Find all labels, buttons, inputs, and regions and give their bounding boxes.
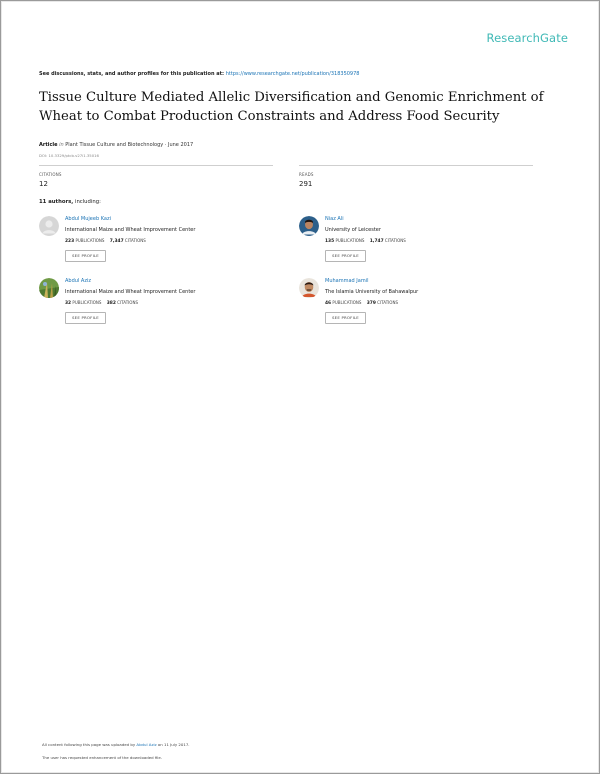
- authors-heading: [39, 199, 101, 205]
- author-name-link[interactable]: Niaz Ali: [325, 216, 344, 222]
- author-name-link[interactable]: Muhammad Jamil: [325, 278, 369, 284]
- researchgate-logo[interactable]: ResearchGate: [486, 31, 568, 45]
- see-profile-button[interactable]: SEE PROFILE: [325, 250, 366, 262]
- author-publications-label: PUBLICATIONS: [75, 238, 105, 243]
- paper-title: [39, 88, 569, 126]
- author-institution: International Maize and Wheat Improvement Center: [65, 289, 196, 295]
- author-citations-label: CITATIONS: [384, 238, 406, 243]
- see-profile-button[interactable]: SEE PROFILE: [65, 250, 106, 262]
- author-citations-count: 382: [106, 301, 116, 306]
- author-publications-count: 223: [65, 239, 75, 244]
- citations-label: CITATIONS: [39, 172, 62, 177]
- citations-value: 12: [39, 180, 48, 188]
- author-card: [39, 278, 269, 338]
- publication-url-link[interactable]: https://www.researchgate.net/publication/318350978: [225, 71, 360, 77]
- author-card: [39, 216, 269, 276]
- author-name-link[interactable]: Abdul Aziz: [65, 278, 91, 284]
- divider-left: [39, 165, 273, 166]
- upload-note: [42, 742, 190, 747]
- paper-in-word: in: [59, 142, 64, 148]
- author-publications-label: PUBLICATIONS: [332, 300, 362, 305]
- author-institution: The Islamia University of Bahawalpur: [325, 289, 419, 295]
- upload-note-suffix: on 11 July 2017.: [157, 742, 190, 747]
- author-photo-avatar[interactable]: [39, 278, 59, 298]
- see-profile-button[interactable]: SEE PROFILE: [65, 312, 106, 324]
- author-photo-avatar[interactable]: [299, 216, 319, 236]
- enhancement-note: The user has requested enhancement of the downloaded file.: [42, 755, 163, 760]
- author-citations-count: 7,347: [109, 239, 124, 244]
- author-citations-label: CITATIONS: [117, 300, 138, 305]
- author-stats: [325, 238, 406, 244]
- author-photo-avatar[interactable]: [299, 278, 319, 298]
- author-publications-label: PUBLICATIONS: [335, 238, 365, 243]
- author-stats: [65, 238, 146, 244]
- paper-title-line-2: Wheat to Combat Production Constraints and Address Food Security: [39, 109, 500, 124]
- header-note: [39, 71, 359, 77]
- divider-right: [299, 165, 533, 166]
- uploader-link[interactable]: Abdul Aziz: [136, 742, 157, 747]
- see-profile-button[interactable]: SEE PROFILE: [325, 312, 366, 324]
- author-name-link[interactable]: Abdul Mujeeb Kazi: [65, 216, 111, 222]
- author-citations-count: 379: [366, 301, 376, 306]
- author-citations-count: 1,747: [369, 239, 384, 244]
- header-note-text: See discussions, stats, and author profiles for this publication at:: [39, 71, 225, 77]
- author-publications-label: PUBLICATIONS: [72, 300, 102, 305]
- paper-type: Article: [39, 142, 58, 148]
- default-avatar-icon[interactable]: [39, 216, 59, 236]
- author-stats: [325, 300, 398, 306]
- paper-meta: [39, 142, 193, 148]
- paper-title-line-1: Tissue Culture Mediated Allelic Diversification and Genomic Enrichment of: [39, 90, 544, 105]
- author-stats: [65, 300, 138, 306]
- author-institution: University of Leicester: [325, 227, 381, 233]
- author-publications-count: 32: [65, 301, 72, 306]
- author-citations-label: CITATIONS: [377, 300, 398, 305]
- author-institution: International Maize and Wheat Improvement Center: [65, 227, 196, 233]
- paper-venue: Plant Tissue Culture and Biotechnology · June 2017: [65, 142, 194, 148]
- authors-count: 11 authors,: [39, 199, 74, 205]
- author-publications-count: 135: [325, 239, 335, 244]
- upload-note-prefix: All content following this page was uploaded by: [42, 742, 136, 747]
- author-card: [299, 216, 529, 276]
- authors-heading-suffix: including:: [74, 199, 101, 205]
- author-card: [299, 278, 529, 338]
- reads-label: READS: [299, 172, 314, 177]
- reads-value: 291: [299, 180, 313, 188]
- paper-doi: DOI: 10.3329/ptcb.v27i1.35016: [39, 153, 99, 158]
- author-publications-count: 46: [325, 301, 332, 306]
- author-citations-label: CITATIONS: [124, 238, 146, 243]
